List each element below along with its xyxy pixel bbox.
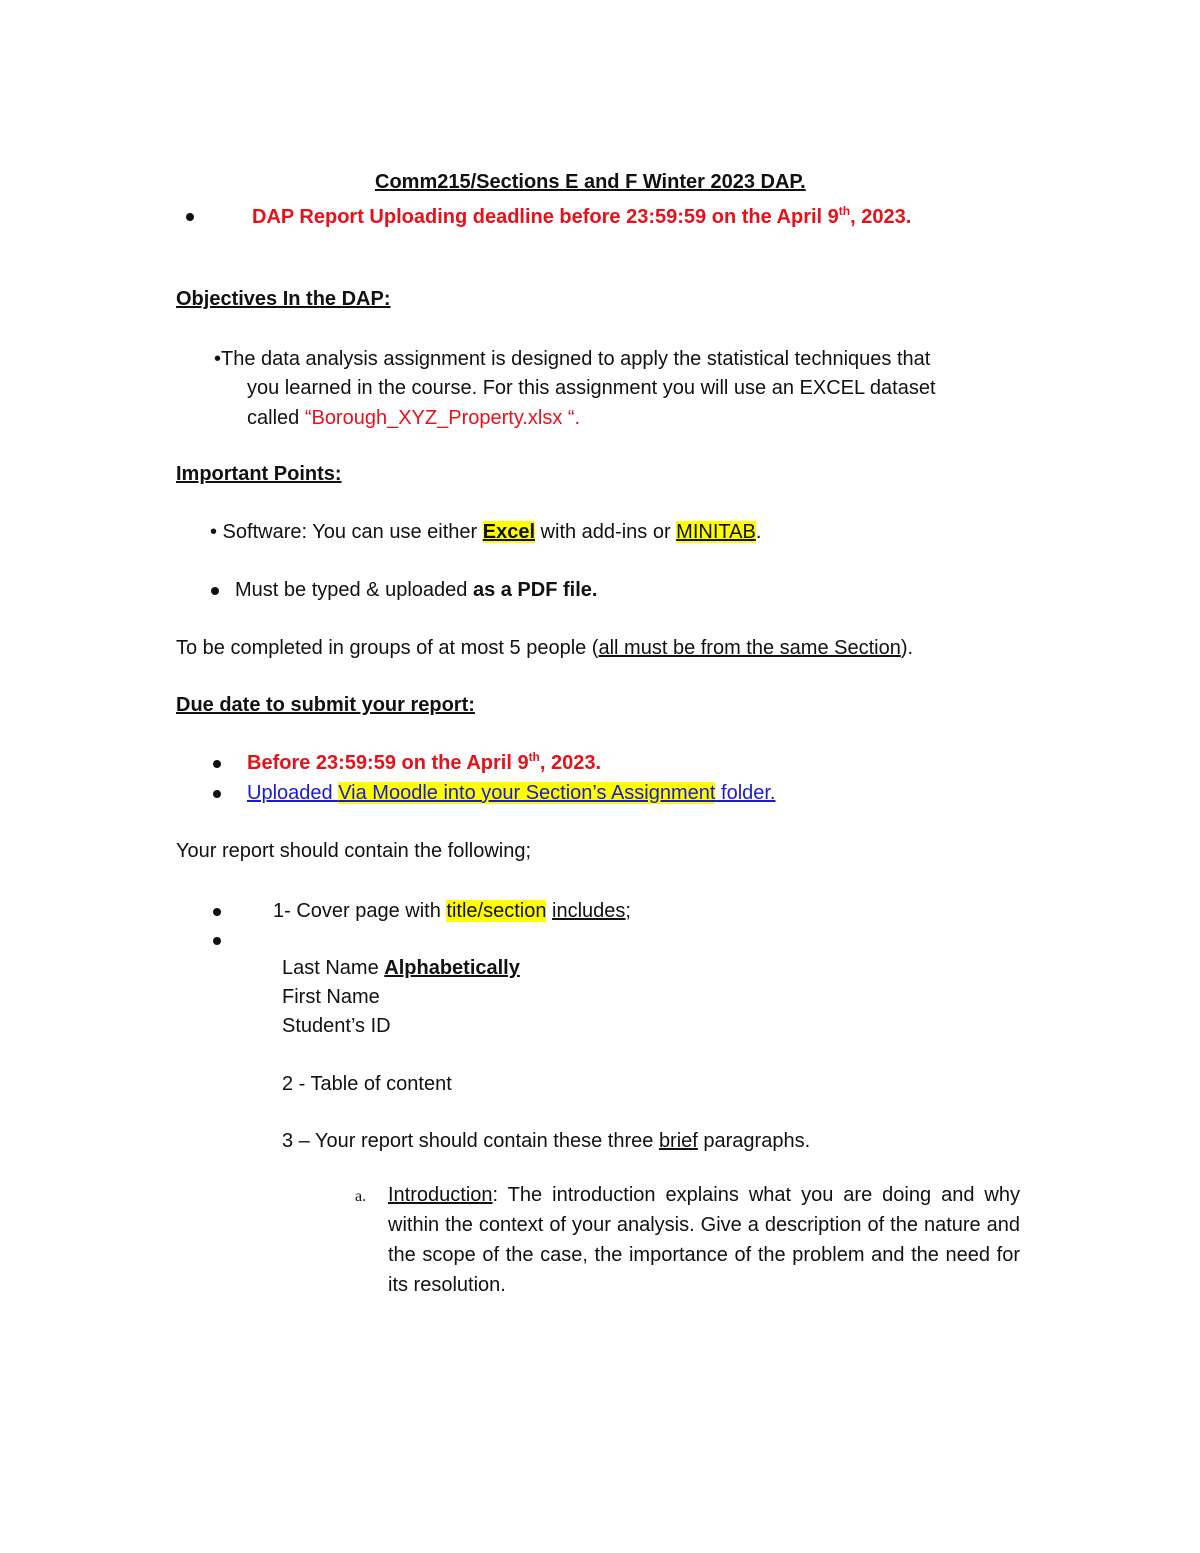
objectives-called: called xyxy=(247,407,305,429)
paragraphs-suffix: paragraphs. xyxy=(697,1130,811,1152)
due-date-year: , 2023. xyxy=(539,752,602,774)
objectives-heading: Objectives In the DAP: xyxy=(176,288,391,310)
deadline-sup: th xyxy=(838,204,851,218)
objectives-bullet: • xyxy=(214,348,222,370)
groups-text: To be completed in groups of at most 5 people ( xyxy=(176,637,599,659)
pdf-text: Must be typed & uploaded xyxy=(235,579,473,601)
title-section-highlight: title/section xyxy=(446,900,547,922)
document-title: Comm215/Sections E and F Winter 2023 DAP. xyxy=(375,171,806,193)
paragraphs-text: 3 – Your report should contain these three xyxy=(282,1130,659,1152)
alphabetically: Alphabetically xyxy=(384,957,520,979)
introduction-text: : The introduction explains what you are doing and why within the context of your analysis. Give a description of the nature and the scope of the case, the importance of the problem and the need for its resolution. xyxy=(388,1184,1020,1296)
groups-suffix: ). xyxy=(900,637,914,659)
pdf-line xyxy=(235,575,597,605)
paragraphs-line xyxy=(282,1126,810,1156)
objectives-line-1 xyxy=(214,344,930,374)
includes-underlined: includes; xyxy=(552,900,631,922)
introduction-paragraph xyxy=(388,1180,1020,1300)
groups-underlined: all must be from the same Section xyxy=(598,637,901,659)
cover-page-item xyxy=(273,896,631,926)
bullet-icon xyxy=(211,587,219,595)
deadline-notice xyxy=(252,202,911,232)
bullet-icon xyxy=(213,760,221,768)
last-name-line xyxy=(282,953,520,983)
brief-underlined: brief xyxy=(658,1130,698,1152)
moodle-uploaded: Uploaded xyxy=(247,782,339,804)
objectives-text-1: The data analysis assignment is designed to apply the statistical techniques that xyxy=(221,348,931,370)
bullet-icon xyxy=(213,790,221,798)
introduction-label: Introduction xyxy=(388,1184,493,1206)
dataset-filename: “Borough_XYZ_Property.xlsx “. xyxy=(304,407,581,429)
due-date-sup: th xyxy=(528,750,540,764)
deadline-text: DAP Report Uploading deadline before 23:59:59 on the April 9 xyxy=(252,206,839,228)
due-date-text: Before 23:59:59 on the April 9 xyxy=(247,752,529,774)
list-marker-a: a. xyxy=(355,1188,367,1205)
bullet-icon xyxy=(186,213,194,221)
objectives-line-2: you learned in the course. For this assignment you will use an EXCEL dataset xyxy=(247,377,936,399)
bullet-icon xyxy=(213,937,221,945)
student-id-line: Student’s ID xyxy=(282,1015,391,1037)
groups-line xyxy=(176,633,913,663)
software-end: . xyxy=(755,521,762,543)
deadline-year: , 2023. xyxy=(850,206,912,228)
toc-line: 2 - Table of content xyxy=(282,1073,452,1095)
software-line xyxy=(210,517,761,547)
due-heading: Due date to submit your report: xyxy=(176,694,475,716)
software-mid: with add-ins or xyxy=(535,521,677,543)
excel-highlight: Excel xyxy=(482,521,535,543)
first-name-line: First Name xyxy=(282,986,380,1008)
moodle-folder: folder. xyxy=(715,782,776,804)
minitab-highlight: MINITAB xyxy=(676,521,756,543)
moodle-highlight: Via Moodle into your Section’s Assignment xyxy=(338,782,716,804)
report-intro: Your report should contain the following; xyxy=(176,840,532,862)
cover-text: 1- Cover page with xyxy=(273,900,447,922)
pdf-bold: as a PDF file. xyxy=(472,579,598,601)
last-name: Last Name xyxy=(282,957,385,979)
moodle-link[interactable] xyxy=(247,778,776,808)
due-date-item xyxy=(247,748,601,778)
important-heading: Important Points: xyxy=(176,463,342,485)
bullet-icon xyxy=(213,908,221,916)
objectives-line-3 xyxy=(247,403,580,433)
software-text: • Software: You can use either xyxy=(210,521,483,543)
